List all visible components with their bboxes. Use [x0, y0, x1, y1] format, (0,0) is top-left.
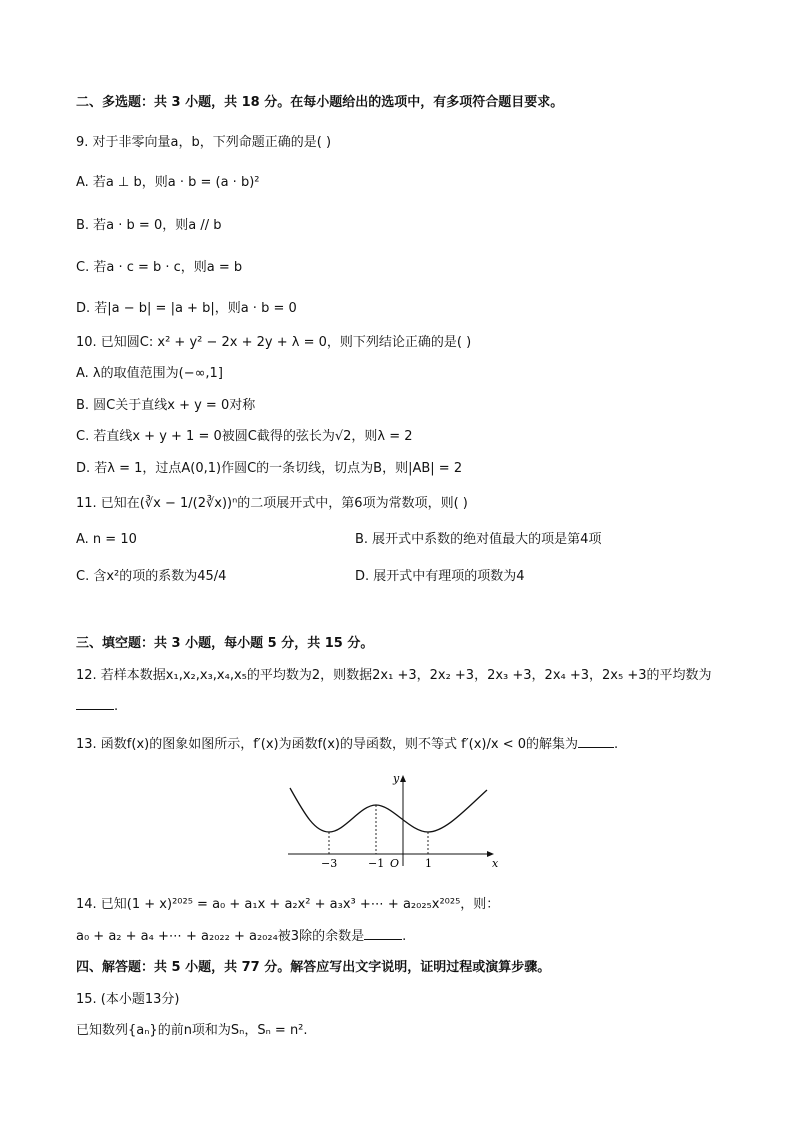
q9-option-a: A. 若a ⊥ b，则a · b = (a · b)²: [76, 175, 260, 190]
q12-stem: 12. 若样本数据x₁,x₂,x₃,x₄,x₅的平均数为2，则数据2x₁ +3，2x₂ +3，2x₃ +3，2x₄ +3，2x₅ +3的平均数为: [76, 668, 712, 683]
q11-option-a: A. n = 10: [76, 532, 137, 547]
q11-option-b: B. 展开式中系数的绝对值最大的项是第4项: [355, 532, 602, 547]
x-axis-label: x: [492, 857, 499, 870]
q13-stem: 13. 函数f(x)的图象如图所示，f′(x)为函数f(x)的导函数，则不等式 f′(x)/x < 0的解集为 .: [76, 737, 619, 752]
q14-blank[interactable]: [364, 927, 402, 940]
y-axis-arrow: [400, 775, 406, 782]
q14-line2: a₀ + a₂ + a₄ +⋯ + a₂₀₂₂ + a₂₀₂₄被3除的余数是 .: [76, 929, 407, 944]
q12-blank[interactable]: [76, 697, 114, 710]
section-4-title: 四、解答题：共 5 小题，共 77 分。解答应写出文字说明，证明过程或演算步骤。: [76, 960, 551, 975]
section-2-title: 二、多选题：共 3 小题，共 18 分。在每小题给出的选项中，有多项符合题目要求。: [76, 95, 564, 110]
q9-option-d: D. 若|a − b| = |a + b|，则a · b = 0: [76, 301, 297, 316]
y-axis-label: y: [393, 772, 400, 785]
q15-stem: 已知数列{aₙ}的前n项和为Sₙ，Sₙ = n².: [76, 1023, 308, 1038]
q10-option-b: B. 圆C关于直线x + y = 0对称: [76, 398, 256, 413]
q10-option-a: A. λ的取值范围为(−∞,1]: [76, 366, 223, 381]
q11-stem: 11. 已知在(∛x − 1/(2∛x))ⁿ的二项展开式中，第6项为常数项，则( ): [76, 496, 468, 511]
q10-option-c: C. 若直线x + y + 1 = 0被圆C截得的弦长为√2，则λ = 2: [76, 429, 413, 444]
q10-stem: 10. 已知圆C: x² + y² − 2x + 2y + λ = 0，则下列结论正确的是( ): [76, 335, 472, 350]
q11-option-d: D. 展开式中有理项的项数为4: [355, 569, 525, 584]
origin-label: O: [390, 857, 400, 870]
q12-answer-line: .: [76, 697, 118, 717]
q9-option-c: C. 若a · c = b · c，则a = b: [76, 260, 243, 275]
q10-option-d: D. 若λ = 1，过点A(0,1)作圆C的一条切线，切点为B，则|AB| = 2: [76, 461, 463, 476]
q9-option-b: B. 若a · b = 0，则a // b: [76, 218, 222, 233]
tick-label-minus3: −3: [321, 857, 338, 870]
q11-option-c: C. 含x²的项的系数为45/4: [76, 569, 227, 584]
function-curve: [290, 788, 487, 832]
q14-stem: 14. 已知(1 + x)²⁰²⁵ = a₀ + a₁x + a₂x² + a₃x³ +⋯ + a₂₀₂₅x²⁰²⁵，则：: [76, 897, 500, 912]
q13-blank[interactable]: [578, 735, 614, 748]
tick-label-minus1: −1: [368, 857, 385, 870]
section-3-title: 三、填空题：共 3 小题，每小题 5 分，共 15 分。: [76, 636, 374, 651]
q15-label: 15. (本小题13分): [76, 992, 180, 1007]
tick-label-1: 1: [425, 857, 432, 870]
q9-stem: 9. 对于非零向量a，b，下列命题正确的是( ): [76, 135, 332, 150]
q13-graph: [280, 770, 510, 870]
